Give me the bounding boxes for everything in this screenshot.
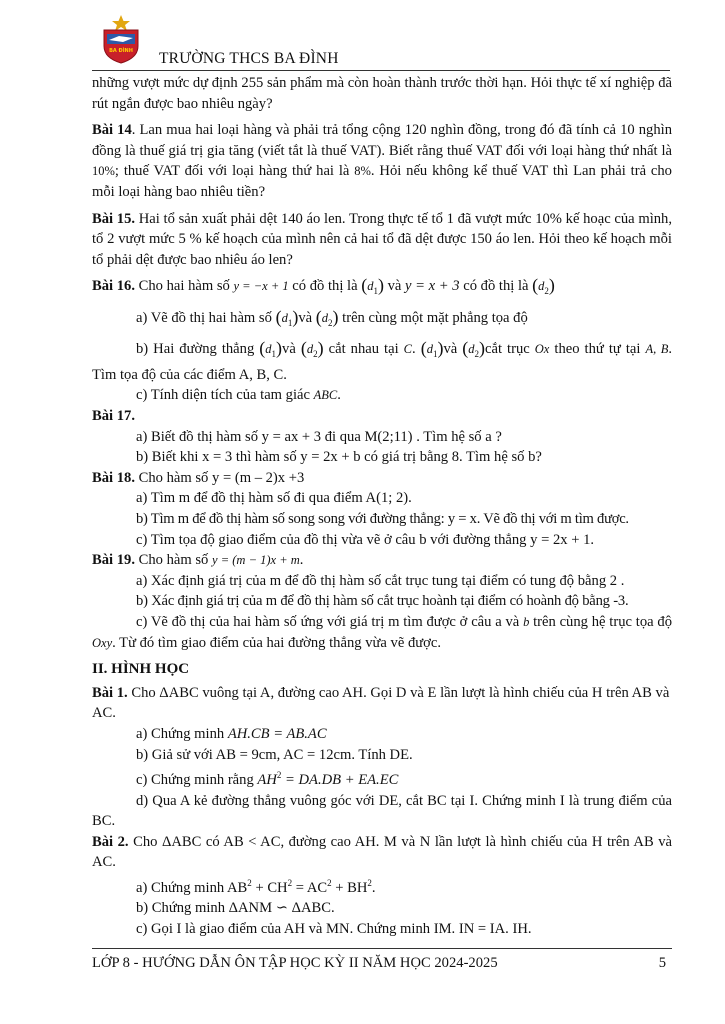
exercise-16: Bài 16. Cho hai hàm số y = −x + 1 có đồ thị là $(d_1)$ và y = x + 3 có đồ thị là $(d_2)$ xyxy=(92,275,555,297)
exercise-15: Bài 15. Hai tổ sản xuất phải dệt 140 áo len. Trong thực tế tổ 1 đã vượt mức 10% kế hoạc của mình, tổ 2 vượt mức 5 % kế hoạch của mình nên cả hai tổ đã dệt được 150 áo len. Hỏi theo kế hoạch mỗi tổ phải dệt được bao nhiêu áo len? xyxy=(92,210,672,268)
geometry-1b: b) Giả sử với AB = 9cm, AC = 12cm. Tính DE. xyxy=(136,746,413,763)
exercise-16a: a) Vẽ đồ thị hai hàm số $(d_1)và$ $(d_2)$ trên cùng một mặt phẳng tọa độ xyxy=(136,306,528,328)
exercise-14: Bài 14. Lan mua hai loại hàng và phải trả tổng cộng 120 nghìn đồng, trong đó đã tính cả 10 nghìn đồng là thuế giá trị gia tăng (viết tắt là thuế VAT). Biết rằng thuế VAT đối với loại hàng thứ nhất là 10%; thuế VAT đối với loại hàng thứ hai là 8%. Hỏi nếu không kể thuế VAT thì Lan phải trả cho mỗi loại hàng bao nhiêu tiền? xyxy=(92,122,673,200)
school-crest-icon xyxy=(99,14,143,64)
geometry-1c: c) Chứng minh rằng $AH^2 = DA.DB + EA.EC$ xyxy=(136,770,399,788)
page-number: 5 xyxy=(658,955,666,971)
header-divider xyxy=(92,70,670,71)
geometry-1: Bài 1. Cho ΔABC vuông tại A, đường cao AH. Gọi D và E lần lượt là hình chiếu của H trên AB và AC. xyxy=(92,684,670,722)
exercise-18b: b) Tìm m để đồ thị hàm số song song với đường thẳng: y = x. Vẽ đồ thị với m tìm được. xyxy=(136,511,629,527)
exercise-16-title: Bài 16. xyxy=(92,278,135,295)
exercise-19: Bài 19. Cho hàm số y = (m − 1)x + m. xyxy=(92,552,304,569)
exercise-17b: b) Biết khi x = 3 thì hàm số y = 2x + b có giá trị bằng 8. Tìm hệ số b? xyxy=(136,449,542,466)
section-geometry-heading: II. HÌNH HỌC xyxy=(92,661,190,678)
exercise-19a: a) Xác định giá trị của m để đồ thị hàm số cắt trục tung tại điểm có tung độ bằng 2 . xyxy=(136,572,625,589)
geometry-1a: a) Chứng minh AH.CB = AB.AC xyxy=(136,725,327,742)
geometry-2c: c) Gọi I là giao điểm của AH và MN. Chứng minh IM. IN = IA. IH. xyxy=(136,921,532,937)
exercise-17-title: Bài 17. xyxy=(92,408,135,425)
exercise-18a: a) Tìm m để đồ thị hàm số đi qua điểm A(1; 2). xyxy=(136,490,412,507)
footer-text: LỚP 8 - HƯỚNG DẪN ÔN TẬP HỌC KỲ II NĂM HỌC 2024-2025 xyxy=(92,955,498,971)
exercise-18c: c) Tìm tọa độ giao điểm của đồ thị vừa vẽ ở câu b với đường thẳng y = 2x + 1. xyxy=(136,531,595,548)
intro-paragraph: những vượt mức dự định 255 sản phẩm mà còn hoàn thành trước thời hạn. Hỏi thực tế xí nghiệp đã rút ngắn được bao nhiêu ngày? xyxy=(92,75,672,112)
svg-text:BA ĐÌNH: BA ĐÌNH xyxy=(109,48,133,54)
page-footer xyxy=(92,955,672,972)
geometry-2: Bài 2. Cho ΔABC có AB < AC, đường cao AH. M và N lần lượt là hình chiếu của H trên AB và AC. xyxy=(92,833,673,871)
geometry-2b: b) Chứng minh ΔANM ∽ ΔABC. xyxy=(136,900,335,917)
exercise-15-title: Bài 15. xyxy=(92,210,136,227)
exercise-16c: c) Tính diện tích của tam giác ABC. xyxy=(136,387,341,404)
exercise-17a: a) Biết đồ thị hàm số y = ax + 3 đi qua M(2;11) . Tìm hệ số a ? xyxy=(136,428,502,445)
exercise-19c: c) Vẽ đồ thị của hai hàm số ứng với giá trị m tìm được ở câu a và b trên cùng hệ trục tọa độ Oxy. Từ đó tìm giao điểm của hai đường thẳng vừa vẽ được. xyxy=(92,613,672,651)
page-header xyxy=(95,10,670,72)
geometry-1d: d) Qua A kẻ đường thẳng vuông góc với DE, cắt BC tại I. Chứng minh I là trung điểm của BC. xyxy=(92,792,672,830)
footer-divider xyxy=(92,948,672,949)
document-body xyxy=(92,73,672,940)
geometry-2a: a) Chứng minh $AB^2 + CH^2 = AC^2 + BH^2$. xyxy=(136,877,376,896)
exercise-19b: b) Xác định giá trị của m để đồ thị hàm số cắt trục hoành tại điểm có hoành độ bằng -3. xyxy=(136,593,629,610)
exercise-18: Bài 18. Cho hàm số y = (m – 2)x +3 xyxy=(92,469,305,486)
exercise-16b: b) Hai đường thẳng $(d_1)và$ $(d_2)$ cắt nhau tại C. $(d_1)và$ $(d_2)cắt$ trục Ox theo thứ tự tại A, B. Tìm tọa độ của các điểm A, B, C. xyxy=(92,338,672,383)
school-name: TRƯỜNG THCS BA ĐÌNH xyxy=(159,50,339,67)
exercise-14-title: Bài 14 xyxy=(92,122,132,139)
